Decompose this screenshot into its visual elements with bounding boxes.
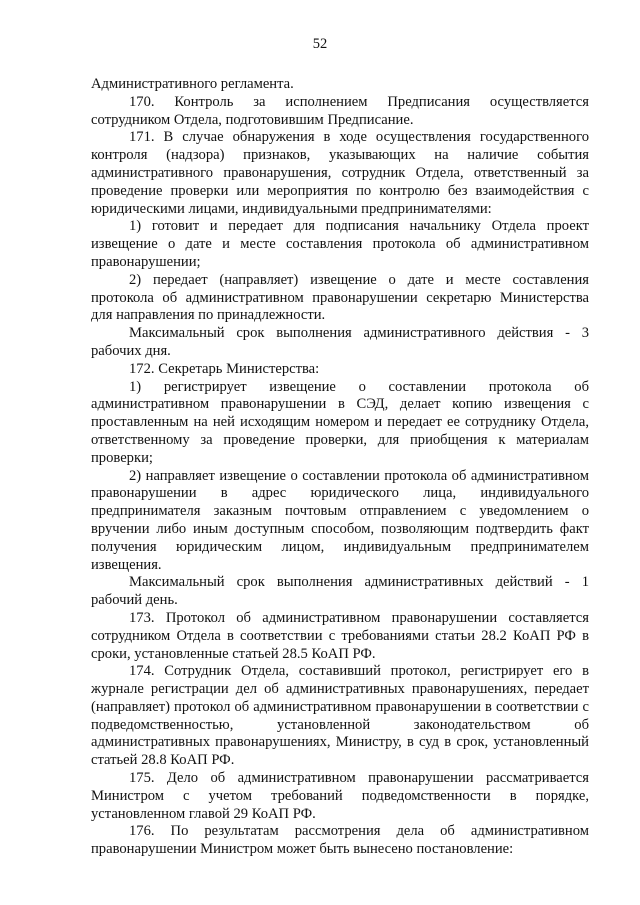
paragraph-continuation: Административного регламента. <box>91 76 294 92</box>
paragraph-174: 174. Сотрудник Отдела, составивший протокол, регистрирует его в журнале регистрации дел об административных правонарушениях, передает (направляет) протокол об административном правонарушении в соответствии с подведомственностью, установленной законодательством об административных правонарушениях, Министру, в суд в срок, установленный статьей 28.8 КоАП РФ. <box>91 663 589 769</box>
paragraph-176: 176. По результатам рассмотрения дела об административном правонарушении Министром может быть вынесено постановление: <box>91 823 589 858</box>
paragraph-173: 173. Протокол об административном правонарушении составляется сотрудником Отдела в соответствии с требованиями статьи 28.2 КоАП РФ в сроки, установленные статьей 28.5 КоАП РФ. <box>91 609 589 662</box>
document-body <box>91 76 589 859</box>
paragraph-172: 172. Секретарь Министерства: <box>129 360 320 377</box>
paragraph-171-item-1: 1) готовит и передает для подписания начальнику Отдела проект извещение о дате и месте составления протокола об административном правонарушении; <box>91 218 589 270</box>
paragraph-170: 170. Контроль за исполнением Предписания осуществляется сотрудником Отдела, подготовившим Предписание. <box>91 93 589 128</box>
paragraph-172-item-2: 2) направляет извещение о составлении протокола об административном правонарушении в адрес юридического лица, индивидуального предпринимателя заказным почтовым отправлением с уведомлением о вручении либо иным доступным способом, позволяющим подтвердить факт получения юридическим лицом, индивидуальным предпринимателем извещения. <box>91 467 589 573</box>
paragraph-172-item-1: 1) регистрирует извещение о составлении протокола об административном правонарушении в СЭД, делает копию извещения с проставленным на ней исходящим номером и передает ее сотруднику Отдела, ответственному за проведение проверки, для приобщения к материалам проверки; <box>91 378 589 466</box>
paragraph-171: 171. В случае обнаружения в ходе осуществления государственного контроля (надзора) признаков, указывающих на наличие события административного правонарушения, сотрудник Отдела, ответственный за проведение проверки или мероприятия по контролю без взаимодействия с юридическими лицами, индивидуальными предпринимателями: <box>91 129 589 217</box>
paragraph-deadline-2: Максимальный срок выполнения административных действий - 1 рабочий день. <box>91 574 589 609</box>
page-number: 52 <box>312 36 328 52</box>
paragraph-175: 175. Дело об административном правонарушении рассматривается Министром с учетом требований подведомственности в порядке, установленном главой 29 КоАП РФ. <box>91 770 589 822</box>
paragraph-171-item-2: 2) передает (направляет) извещение о дате и месте составления протокола об административном правонарушении секретарю Министерства для направления по принадлежности. <box>91 271 589 324</box>
paragraph-deadline-1: Максимальный срок выполнения административного действия - 3 рабочих дня. <box>91 325 589 359</box>
